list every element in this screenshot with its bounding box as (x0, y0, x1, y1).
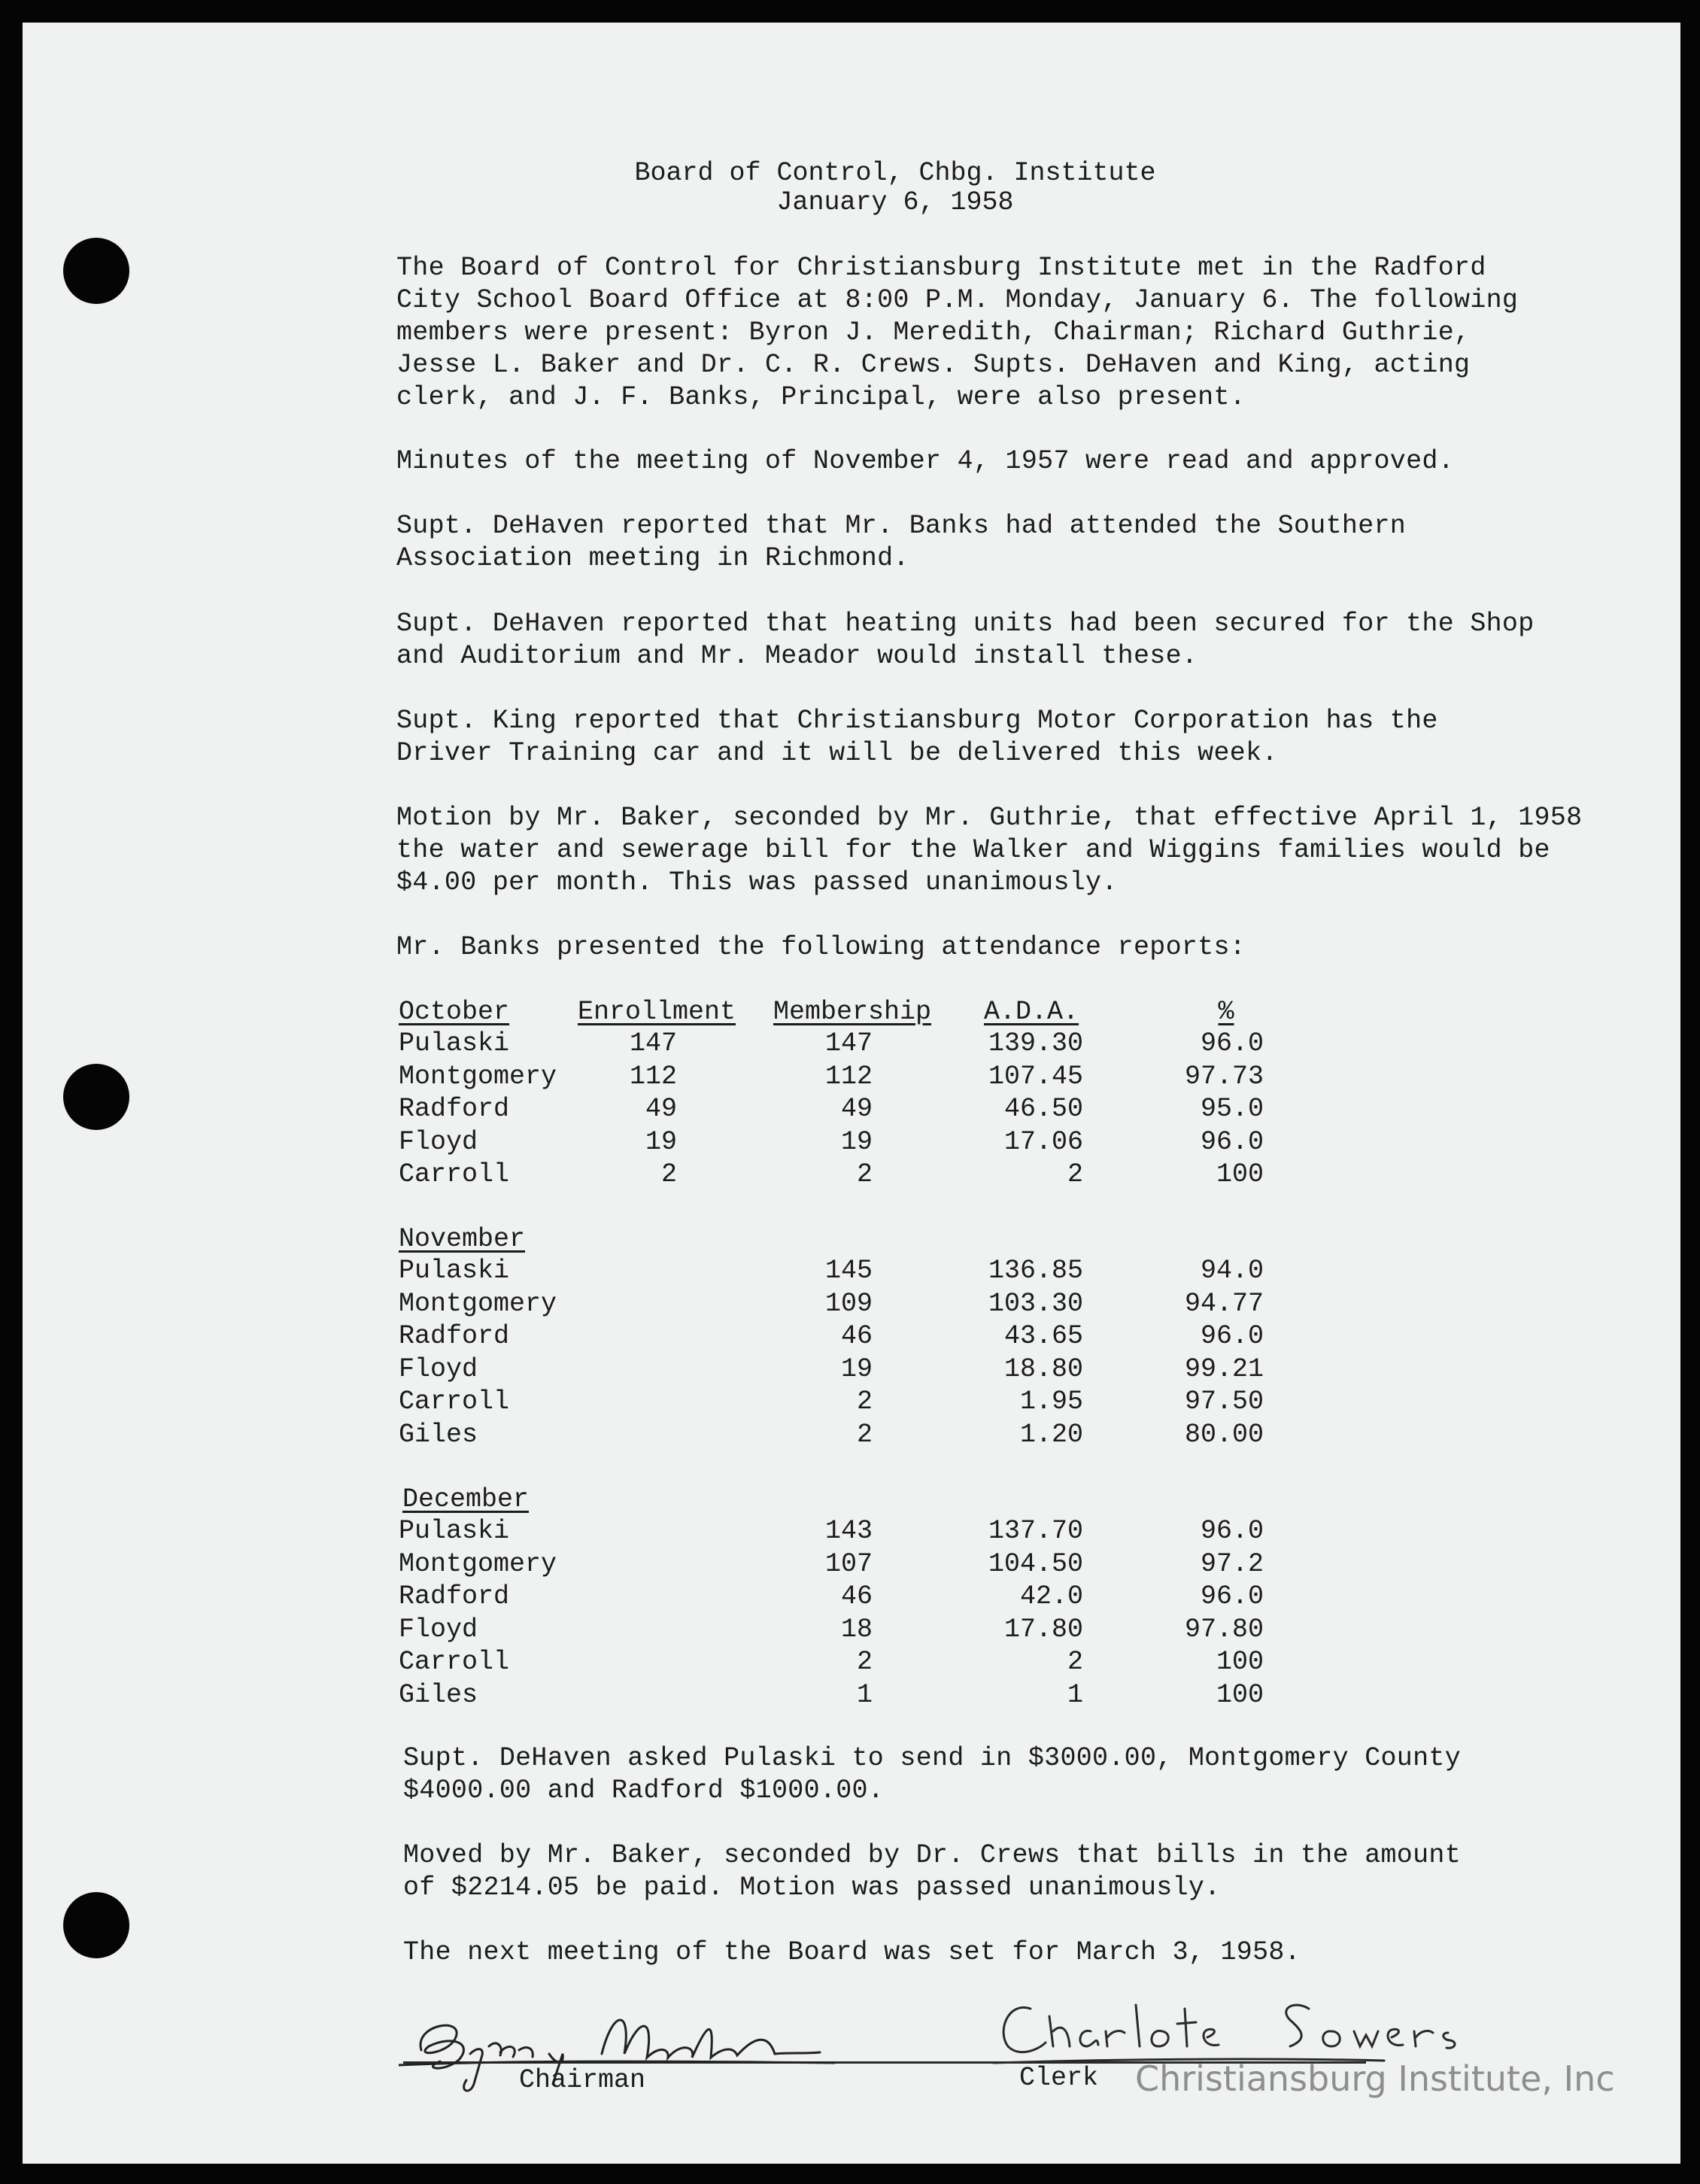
punch-hole-bottom (63, 1892, 129, 1958)
cell-county: Radford (399, 1094, 510, 1124)
clerk-signature (993, 1986, 1572, 2069)
cell-county: Montgomery (399, 1061, 557, 1092)
cell-percent: 97.50 (1184, 1387, 1264, 1417)
cell-membership: 1 (856, 1679, 873, 1710)
cell-membership: 2 (856, 1159, 873, 1189)
cell-ada: 2 (1067, 1647, 1083, 1677)
cell-percent: 100 (1216, 1679, 1264, 1710)
cell-membership: 2 (856, 1647, 873, 1677)
percent-symbol: % (1218, 997, 1234, 1027)
cell-membership: 19 (840, 1353, 873, 1384)
document-date: January 6, 1958 (776, 187, 1014, 217)
document-title: Board of Control, Chbg. Institute (634, 158, 1156, 188)
cell-percent: 99.21 (1184, 1353, 1264, 1384)
cell-ada: 1.95 (1019, 1387, 1083, 1417)
cell-ada: 46.50 (1003, 1094, 1083, 1124)
cell-percent: 96.0 (1200, 1126, 1264, 1157)
paragraph-next-meeting: The next meeting of the Board was set for March 3, 1958. (403, 1937, 1301, 1967)
cell-county: Montgomery (399, 1548, 557, 1579)
cell-county: Carroll (399, 1647, 510, 1677)
cell-county: Pulaski (399, 1256, 510, 1286)
column-header-october: October (399, 997, 510, 1027)
cell-membership: 109 (824, 1288, 873, 1319)
cell-percent: 100 (1216, 1647, 1264, 1677)
cell-ada: 137.70 (988, 1516, 1083, 1546)
clerk-label: Clerk (1019, 2063, 1099, 2093)
cell-membership: 2 (856, 1387, 873, 1417)
column-header-percent (1162, 996, 1290, 1028)
cell-ada: 18.80 (1003, 1353, 1083, 1384)
cell-percent: 97.2 (1200, 1548, 1264, 1579)
cell-county: Giles (399, 1419, 478, 1450)
paragraph-heating-units: Supt. DeHaven reported that heating units had been secured for the Shop and Auditorium and Mr. Meador would install these. (396, 609, 1535, 671)
paragraph-bills-motion: Moved by Mr. Baker, seconded by Dr. Crews that bills in the amount of $2214.05 be paid. Motion was passed unanimously. (403, 1840, 1462, 1903)
cell-enrollment: 112 (629, 1061, 677, 1092)
cell-enrollment: 147 (629, 1028, 677, 1059)
cell-percent: 100 (1216, 1159, 1264, 1189)
cell-percent: 95.0 (1200, 1094, 1264, 1124)
cell-ada: 104.50 (988, 1548, 1083, 1579)
cell-percent: 96.0 (1200, 1321, 1264, 1351)
cell-membership: 107 (824, 1548, 873, 1579)
cell-county: Floyd (399, 1614, 478, 1645)
cell-membership: 19 (840, 1126, 873, 1157)
cell-membership: 46 (840, 1581, 873, 1611)
punch-hole-top (63, 238, 129, 304)
paragraph-minutes: Minutes of the meeting of November 4, 1957 were read and approved. (396, 446, 1455, 476)
cell-ada: 139.30 (988, 1028, 1083, 1059)
november-heading: November (399, 1224, 526, 1254)
cell-membership: 147 (824, 1028, 873, 1059)
cell-ada: 17.80 (1003, 1614, 1083, 1645)
paragraph-attendance-intro: Mr. Banks presented the following attendance reports: (396, 932, 1246, 962)
cell-membership: 143 (824, 1516, 873, 1546)
cell-enrollment: 49 (645, 1094, 677, 1124)
cell-ada: 42.0 (1019, 1581, 1083, 1611)
column-header-enrollment: Enrollment (578, 997, 736, 1027)
cell-percent: 94.77 (1184, 1288, 1264, 1319)
cell-percent: 80.00 (1184, 1419, 1264, 1450)
cell-ada: 17.06 (1003, 1126, 1083, 1157)
cell-membership: 112 (824, 1061, 873, 1092)
cell-membership: 18 (840, 1614, 873, 1645)
cell-percent: 97.73 (1184, 1061, 1264, 1092)
paragraph-southern-association: Supt. DeHaven reported that Mr. Banks had attended the Southern Association meeting in Richmond. (396, 511, 1407, 573)
cell-county: Montgomery (399, 1288, 557, 1319)
cell-enrollment: 2 (660, 1159, 677, 1189)
cell-membership: 2 (856, 1419, 873, 1450)
cell-county: Giles (399, 1679, 478, 1710)
cell-ada: 1 (1067, 1679, 1083, 1710)
cell-percent: 96.0 (1200, 1516, 1264, 1546)
cell-county: Carroll (399, 1159, 510, 1189)
paragraph-driver-training: Supt. King reported that Christiansburg Motor Corporation has the Driver Training car and it will be delivered this week. (396, 706, 1438, 768)
cell-percent: 97.80 (1184, 1614, 1264, 1645)
december-heading: December (402, 1484, 530, 1514)
column-header-ada: A.D.A. (984, 997, 1079, 1027)
cell-county: Pulaski (399, 1516, 510, 1546)
cell-ada: 136.85 (988, 1256, 1083, 1286)
cell-percent: 94.0 (1200, 1256, 1264, 1286)
cell-percent: 96.0 (1200, 1581, 1264, 1611)
cell-county: Radford (399, 1581, 510, 1611)
watermark: Christiansburg Institute, Inc (1135, 2058, 1615, 2099)
cell-county: Carroll (399, 1387, 510, 1417)
cell-membership: 46 (840, 1321, 873, 1351)
chairman-label: Chairman (519, 2065, 646, 2095)
cell-county: Pulaski (399, 1028, 510, 1059)
cell-ada: 107.45 (988, 1061, 1083, 1092)
cell-enrollment: 19 (645, 1126, 677, 1157)
paragraph-funds-request: Supt. DeHaven asked Pulaski to send in $3000.00, Montgomery County $4000.00 and Radford $1000.00. (403, 1743, 1462, 1806)
cell-membership: 145 (824, 1256, 873, 1286)
cell-membership: 49 (840, 1094, 873, 1124)
cell-percent: 96.0 (1200, 1028, 1264, 1059)
cell-county: Floyd (399, 1353, 478, 1384)
cell-ada: 2 (1067, 1159, 1083, 1189)
cell-county: Floyd (399, 1126, 478, 1157)
column-header-membership: Membership (773, 997, 932, 1027)
cell-ada: 43.65 (1003, 1321, 1083, 1351)
paragraph-attendees: The Board of Control for Christiansburg Institute met in the Radford City School Board Office at 8:00 P.M. Monday, January 6. The following members were present: Byron J. Meredith, Chairman; Richard Guthrie, Jesse L. Baker and Dr. C. R. Crews. Supts. DeHaven and King, acting clerk, and J. F. Banks, Principal, were also present. (396, 253, 1519, 412)
cell-county: Radford (399, 1321, 510, 1351)
paragraph-water-bill-motion: Motion by Mr. Baker, seconded by Mr. Guthrie, that effective April 1, 1958 the water and sewerage bill for the Walker and Wiggins families would be $4.00 per month. This was passed unanimously. (396, 803, 1583, 898)
punch-hole-middle (63, 1064, 129, 1130)
cell-ada: 103.30 (988, 1288, 1083, 1319)
cell-ada: 1.20 (1019, 1419, 1083, 1450)
